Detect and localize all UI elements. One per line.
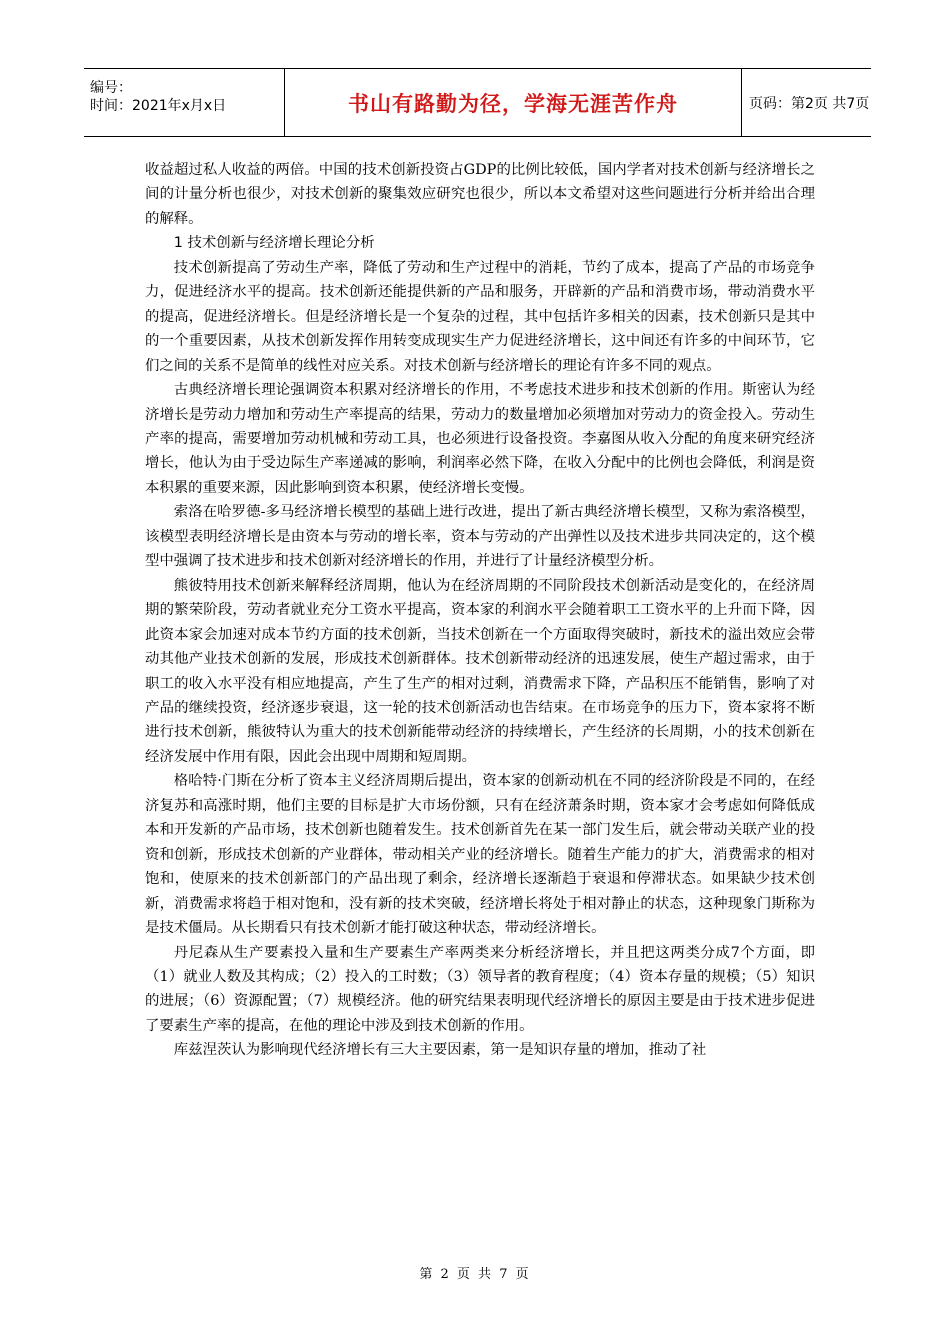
header-page-info: 页码：第2页 共7页 [749,95,870,112]
paragraph: 熊彼特用技术创新来解释经济周期，他认为在经济周期的不同阶段技术创新活动是变化的，在经济周期的繁荣阶段，劳动者就业充分工资水平提高，资本家的利润水平会随着职工工资水平的上升而下降，因此资本家会加速对成本节约方面的技术创新，当技术创新在一个方面取得突破时，新技术的溢出效应会带动其他产业技术创新的发展，形成技术创新群体。技术创新带动经济的迅速发展，使生产超过需求，由于职工的收入水平没有相应地提高，产生了生产的相对过剩，消费需求下降，产品积压不能销售，影响了对产品的继续投资，经济逐步衰退，这一轮的技术创新活动也告结束。在市场竞争的压力下，资本家将不断进行技术创新，熊彼特认为重大的技术创新能带动经济的持续增长，产生经济的长周期，小的技术创新在经济发展中作用有限，因此会出现中周期和短周期。 [145,577,815,765]
paragraph: 格哈特·门斯在分析了资本主义经济周期后提出，资本家的创新动机在不同的经济阶段是不同的，在经济复苏和高涨时期，他们主要的目标是扩大市场份额，只有在经济萧条时期，资本家才会考虑如何降低成本和开发新的产品市场，技术创新也随着发生。技术创新首先在某一部门发生后，就会带动关联产业的投资和创新，形成技术创新的产业群体，带动相关产业的经济增长。随着生产能力的扩大，消费需求的相对饱和，使原来的技术创新部门的产品出现了剩余，经济增长逐渐趋于衰退和停滞状态。如果缺少技术创新，消费需求将趋于相对饱和，没有新的技术突破，经济增长将处于相对静止的状态，这种现象门斯称为是技术僵局。从长期看只有技术创新才能打破这种状态，带动经济增长。 [145,773,815,937]
paragraph: 技术创新提高了劳动生产率，降低了劳动和生产过程中的消耗，节约了成本，提高了产品的市场竞争力，促进经济水平的提高。技术创新还能提供新的产品和服务，开辟新的产品和消费市场，带动消费水平的提高，促进经济增长。但是经济增长是一个复杂的过程，其中包括许多相关的因素，技术创新只是其中的一个重要因素，从技术创新发挥作用转变成现实生产力促进经济增长，这中间还有许多的中间环节，它们之间的关系不是简单的线性对应关系。对技术创新与经济增长的理论有许多不同的观点。 [145,259,815,374]
paragraph: 古典经济增长理论强调资本积累对经济增长的作用，不考虑技术进步和技术创新的作用。斯密认为经济增长是劳动力增加和劳动生产率提高的结果，劳动力的数量增加必须增加对劳动力的资金投入。劳动生产率的提高，需要增加劳动机械和劳动工具，也必须进行设备投资。李嘉图从收入分配的角度来研究经济增长，他认为由于受边际生产率递减的影响，利润率必然下降，在收入分配中的比例也会降低，利润是资本积累的重要来源，因此影响到资本积累，使经济增长变慢。 [145,382,815,496]
paragraph: 索洛在哈罗德-多马经济增长模型的基础上进行改进，提出了新古典经济增长模型，又称为索洛模型，该模型表明经济增长是由资本与劳动的增长率，资本与劳动的产出弹性以及技术进步共同决定的，这个模型中强调了技术进步和技术创新对经济增长的作用，并进行了计量经济模型分析。 [145,504,815,570]
paragraph-continuation: 收益超过私人收益的两倍。中国的技术创新投资占GDP的比例比较低，国内学者对技术创新与经济增长之间的计量分析也很少，对技术创新的聚集效应研究也很少，所以本文希望对这些问题进行分析并给出合理的解释。 [145,162,815,227]
header-page-cell [741,69,871,136]
page-footer: 第 2 页 共 7 页 [419,1267,531,1282]
document-body [145,158,815,1063]
date-label: 时间：2021年x月x日 [90,98,227,114]
header-meta-cell [84,69,284,136]
document-header [84,68,871,137]
paragraph: 丹尼森从生产要素投入量和生产要素生产率两类来分析经济增长，并且把这两类分成7个方面，即（1）就业人数及其构成；（2）投入的工时数；（3）领导者的教育程度；（4）资本存量的规模；（5）知识的进展；（6）资源配置；（7）规模经济。他的研究结果表明现代经济增长的原因主要是由于技术进步促进了要素生产率的提高，在他的理论中涉及到技术创新的作用。 [145,944,815,1034]
number-label: 编号： [90,80,132,96]
header-motto-cell [284,69,742,136]
paragraph: 库兹涅茨认为影响现代经济增长有三大主要因素，第一是知识存量的增加，推动了社 [173,1042,707,1059]
motto-text: 书山有路勤为径，学海无涯苦作舟 [348,91,678,116]
section-heading: 1 技术创新与经济增长理论分析 [173,235,375,252]
